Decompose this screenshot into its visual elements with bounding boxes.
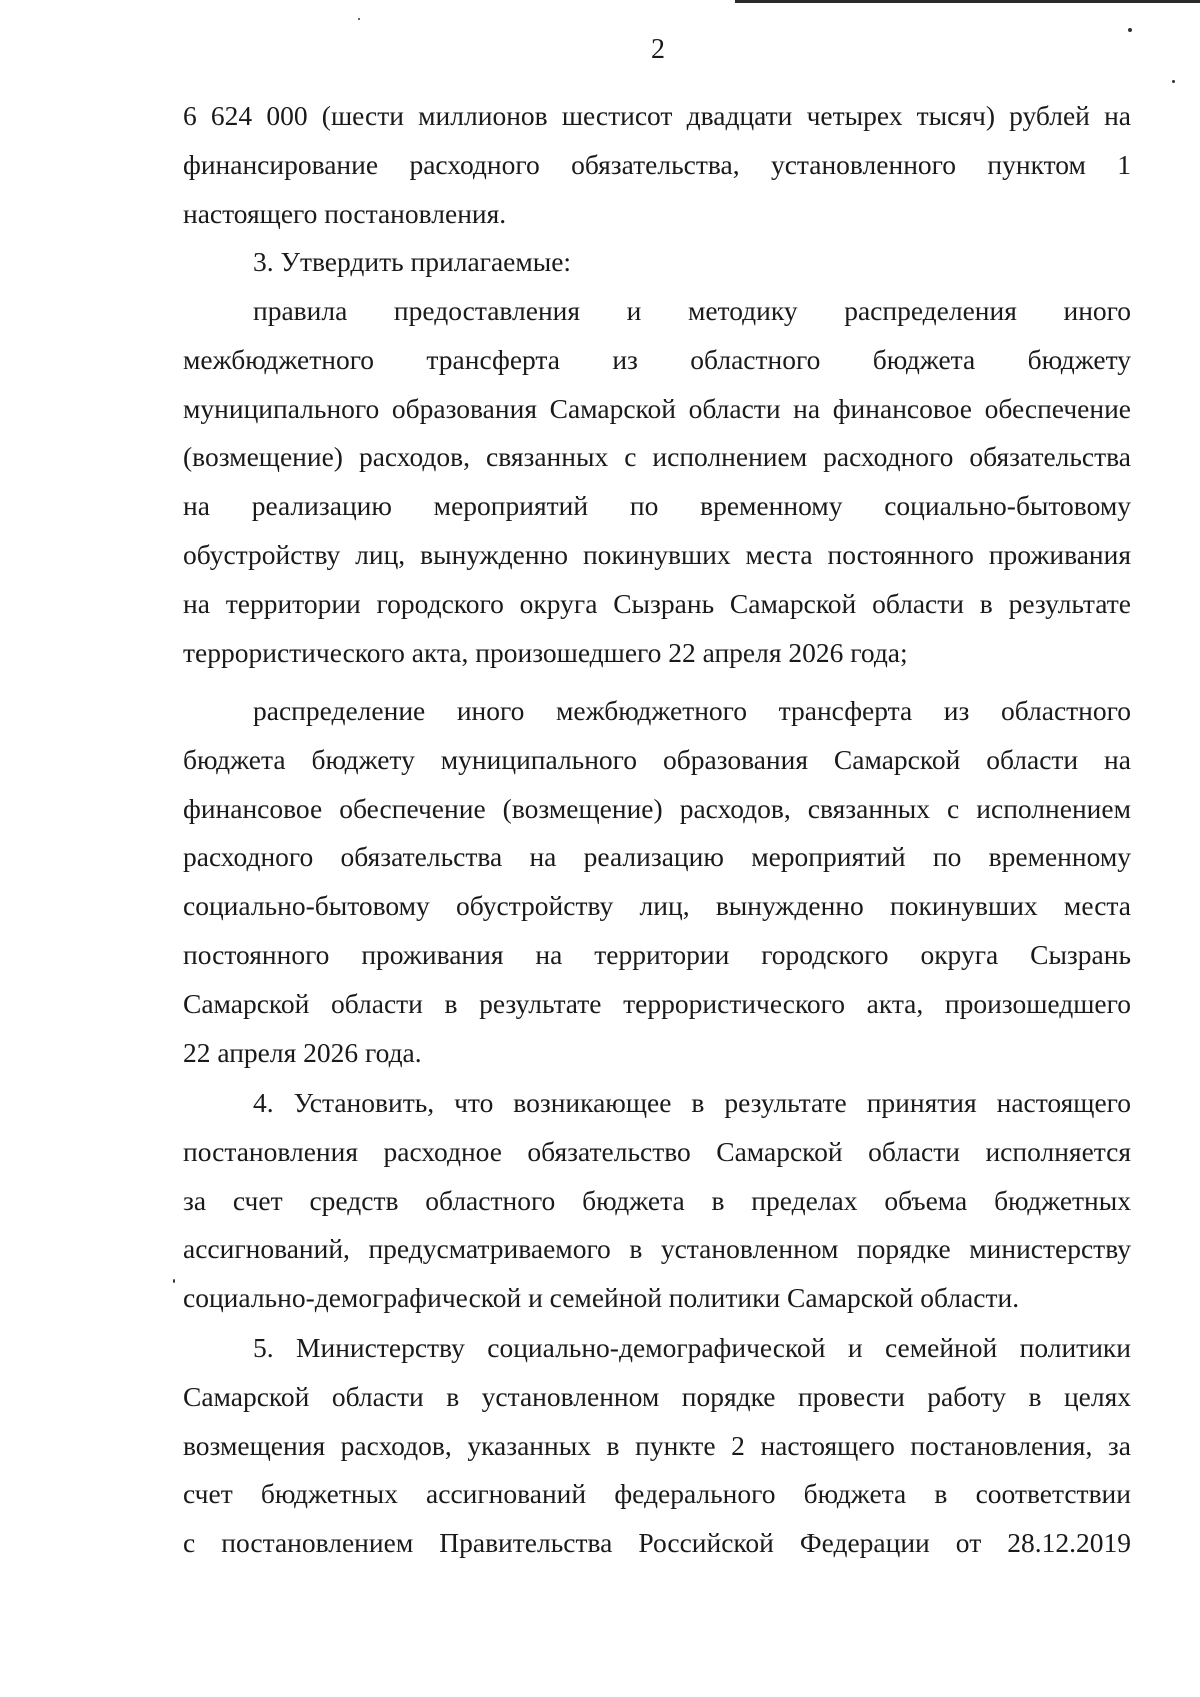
scan-speck <box>358 18 360 20</box>
text-line: (возмещение) расходов, связанных с исполнением расходного обязательства <box>183 441 1131 473</box>
text-line: муниципального образования Самарской области на финансовое обеспечение <box>183 392 1131 424</box>
text-line: Самарской области в установленном порядке провести работу в целях <box>183 1380 1131 1412</box>
text-line: Самарской области в результате террористического акта, произошедшего <box>183 987 1131 1019</box>
text-line: ассигнований, предусматриваемого в установленном порядке министерству <box>183 1233 1131 1265</box>
text-line: постоянного проживания на территории городского округа Сызрань <box>183 938 1131 970</box>
text-line: 3. Утвердить прилагаемые: <box>253 246 572 277</box>
text-line: 6 624 000 (шести миллионов шестисот двадцати четырех тысяч) рублей на <box>183 100 1131 131</box>
paragraph-continuation <box>183 92 1131 238</box>
scan-speck <box>1128 28 1132 32</box>
paragraph-3-rules <box>183 287 1131 677</box>
paragraph-3 <box>183 238 1131 287</box>
text-line: межбюджетного трансферта из областного бюджета бюджету <box>183 343 1131 375</box>
text-line: постановления расходное обязательство Самарской области исполняется <box>183 1135 1131 1167</box>
text-line: 4. Установить, что возникающее в результате принятия настоящего <box>253 1087 1131 1118</box>
text-line: финансирование расходного обязательства, установленного пунктом 1 <box>183 148 1131 180</box>
text-line: с постановлением Правительства Российской Федерации от 28.12.2019 <box>183 1527 1131 1559</box>
text-line: распределение иного межбюджетного трансферта из областного <box>253 695 1131 726</box>
text-line: счет бюджетных ассигнований федерального бюджета в соответствии <box>183 1478 1131 1510</box>
paragraph-3-distribution <box>183 687 1131 1077</box>
text-line: социально-бытовому обустройству лиц, вынужденно покинувших места <box>183 890 1131 922</box>
text-line: расходного обязательства на реализацию мероприятий по временному <box>183 841 1131 873</box>
text-line: социально-демографической и семейной политики Самарской области. <box>183 1282 1020 1314</box>
text-line: террористического акта, произошедшего 22 апреля 2026 года; <box>183 636 908 668</box>
text-line: 22 апреля 2026 года. <box>183 1036 422 1068</box>
text-line: бюджета бюджету муниципального образования Самарской области на <box>183 743 1131 775</box>
text-line: за счет средств областного бюджета в пределах объема бюджетных <box>183 1184 1131 1216</box>
scan-speck <box>173 1279 175 1283</box>
text-line: финансовое обеспечение (возмещение) расходов, связанных с исполнением <box>183 792 1131 824</box>
text-line: настоящего постановления. <box>183 197 507 229</box>
page-number: 2 <box>651 34 665 65</box>
paragraph-5 <box>183 1324 1131 1568</box>
text-line: 5. Министерству социально-демографической и семейной политики <box>253 1332 1131 1363</box>
text-line: правила предоставления и методику распределения иного <box>253 295 1131 326</box>
text-line: обустройству лиц, вынужденно покинувших места постоянного проживания <box>183 538 1131 570</box>
text-line: на реализацию мероприятий по временному социально-бытовому <box>183 490 1131 522</box>
scan-speck <box>1172 80 1175 83</box>
text-line: на территории городского округа Сызрань Самарской области в результате <box>183 587 1131 619</box>
paragraph-4 <box>183 1079 1131 1323</box>
top-edge-rule <box>735 0 1200 3</box>
text-line: возмещения расходов, указанных в пункте 2 настоящего постановления, за <box>183 1429 1131 1461</box>
